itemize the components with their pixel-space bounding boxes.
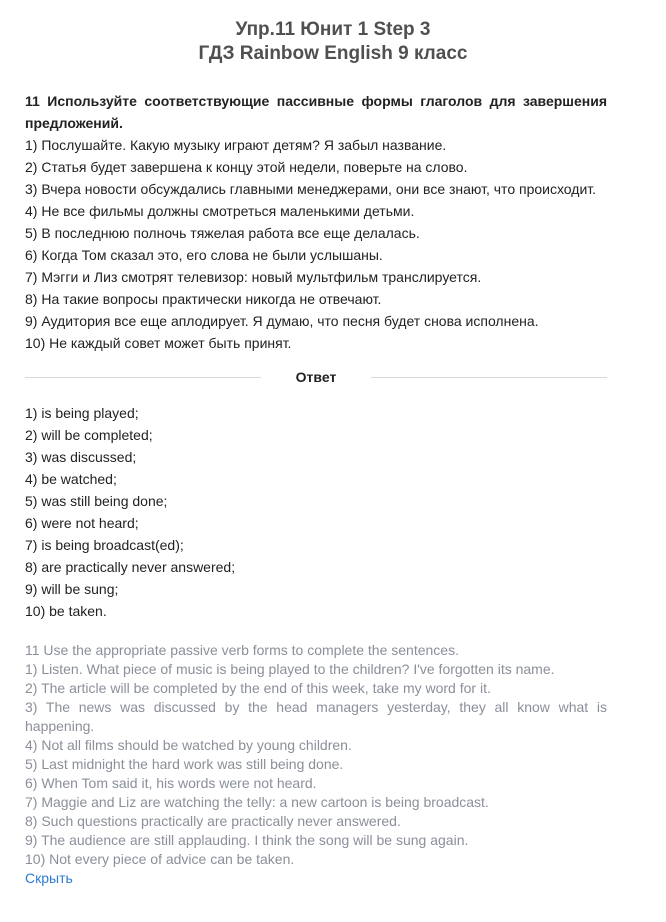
hide-translation-link[interactable]: Скрыть [25, 870, 73, 886]
answer-item: 4) be watched; [25, 471, 117, 487]
task-item: 2) Статья будет завершена к концу этой недели, поверьте на слово. [25, 159, 468, 175]
translation-item: 8) Such questions practically are practically never answered. [25, 813, 401, 829]
translation-block [25, 641, 607, 888]
task-header: 11 Используйте соответствующие пассивные формы глаголов для завершения предложений. [25, 93, 607, 131]
translation-item: 7) Maggie and Liz are watching the telly: a new cartoon is being broadcast. [25, 794, 489, 810]
translation-item: 2) The article will be completed by the end of this week, take my word for it. [25, 680, 491, 696]
task-item: 5) В последнюю полночь тяжелая работа все еще делалась. [25, 225, 420, 241]
translation-item: 3) The news was discussed by the head managers yesterday, they all know what is happening. [25, 699, 607, 734]
answer-item: 8) are practically never answered; [25, 559, 236, 575]
translation-item: 9) The audience are still applauding. I think the song will be sung again. [25, 832, 469, 848]
answer-label: Ответ [295, 369, 337, 385]
answer-item: 3) was discussed; [25, 449, 137, 465]
divider-line-right [371, 377, 607, 378]
task-item: 1) Послушайте. Какую музыку играют детям? Я забыл название. [25, 137, 447, 153]
task-item: 10) Не каждый совет может быть принят. [25, 335, 292, 351]
task-item: 6) Когда Том сказал это, его слова не были услышаны. [25, 247, 383, 263]
task-item: 9) Аудитория все еще аплодирует. Я думаю, что песня будет снова исполнена. [25, 313, 539, 329]
page-title [0, 18, 666, 66]
answer-item: 2) will be completed; [25, 427, 153, 443]
answer-item: 10) be taken. [25, 603, 107, 619]
answer-item: 9) will be sung; [25, 581, 119, 597]
task-item: 4) Не все фильмы должны смотреться маленькими детьми. [25, 203, 415, 219]
answer-item: 1) is being played; [25, 405, 139, 421]
answer-item: 7) is being broadcast(ed); [25, 537, 184, 553]
answer-list [25, 402, 607, 622]
task-item: 7) Мэгги и Лиз смотрят телевизор: новый мультфильм транслируется. [25, 269, 482, 285]
task-item: 8) На такие вопросы практически никогда не отвечают. [25, 291, 382, 307]
translation-header: 11 Use the appropriate passive verb forms to complete the sentences. [25, 642, 459, 658]
answer-item: 6) were not heard; [25, 515, 139, 531]
task-item: 3) Вчера новости обсуждались главными менеджерами, они все знают, что происходит. [25, 181, 597, 197]
task-list [25, 134, 607, 354]
translation-item: 4) Not all films should be watched by young children. [25, 737, 352, 753]
answer-item: 5) was still being done; [25, 493, 168, 509]
translation-item: 10) Not every piece of advice can be taken. [25, 851, 295, 867]
answer-divider [25, 366, 607, 388]
translation-item: 1) Listen. What piece of music is being played to the children? I've forgotten its name. [25, 661, 555, 677]
page-title-line-1: Упр.11 Юнит 1 Step 3 [235, 19, 431, 40]
page-title-line-2: ГДЗ Rainbow English 9 класс [198, 43, 468, 64]
exercise-content [25, 90, 607, 888]
translation-item: 5) Last midnight the hard work was still being done. [25, 756, 344, 772]
translation-item: 6) When Tom said it, his words were not heard. [25, 775, 317, 791]
